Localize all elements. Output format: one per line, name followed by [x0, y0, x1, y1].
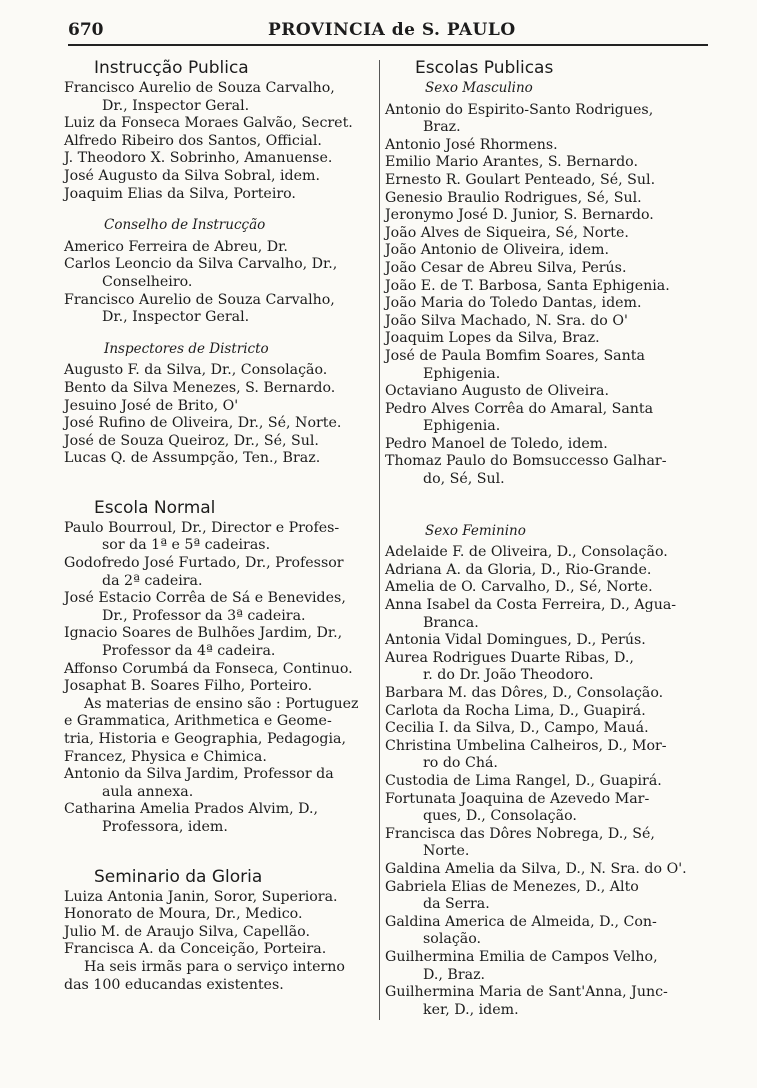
entry-line: da 2ª cadeira. [102, 572, 203, 589]
entry-line: Antonio José Rhormens. [385, 136, 558, 153]
entry-line: João Cesar de Abreu Silva, Perús. [385, 259, 627, 276]
entry-line: Galdina America de Almeida, D., Con- [385, 913, 657, 930]
entry-line: Bento da Silva Menezes, S. Bernardo. [64, 379, 336, 396]
entry-line: Antonio do Espirito-Santo Rodrigues, [385, 101, 654, 118]
seminario-list [64, 889, 376, 995]
subheading-masculino: Sexo Masculino [425, 80, 533, 96]
entry-line: ro do Chá. [423, 755, 498, 772]
entry-line: Thomaz Paulo do Bomsuccesso Galhar- [385, 453, 667, 470]
entry-line: Francisca A. da Conceição, Porteira. [64, 941, 327, 958]
entry-line: Julio M. de Araujo Silva, Capellão. [64, 923, 310, 940]
entry-line: Carlos Leoncio da Silva Carvalho, Dr., [64, 256, 338, 273]
entry-line: Pedro Manoel de Toledo, idem. [385, 435, 608, 452]
entry-line: Adelaide F. de Oliveira, D., Consolação. [385, 544, 668, 561]
escola-normal-list [64, 520, 376, 837]
entry-line: Ephigenia. [423, 418, 501, 435]
column-divider [379, 60, 380, 1020]
entry-line: Francisca das Dôres Nobrega, D., Sé, [385, 825, 655, 842]
entry-line: Luiz da Fonseca Moraes Galvão, Secret. [64, 115, 353, 132]
entry-line: Barbara M. das Dôres, D., Consolação. [385, 685, 664, 701]
entry-line: José Rufino de Oliveira, Dr., Sé, Norte. [64, 415, 342, 432]
entry-line: Godofredo José Furtado, Dr., Professor [64, 555, 344, 572]
subheading-inspectores: Inspectores de Districto [104, 340, 269, 357]
entry-line: Dr., Professor da 3ª cadeira. [102, 607, 306, 624]
entry-line: Francisco Aurelio de Souza Carvalho, [64, 80, 335, 96]
entry-line: As materias de ensino são : Portuguez [84, 695, 359, 712]
section-title-escola-normal: Escola Normal [94, 497, 216, 518]
entry-line: Carlota da Rocha Lima, D., Guapirá. [385, 702, 646, 719]
entry-line: Lucas Q. de Assumpção, Ten., Braz. [64, 450, 321, 467]
entry-line: Branca. [423, 614, 479, 631]
inspectores-list [64, 362, 376, 468]
entry-line: das 100 educandas existentes. [64, 976, 284, 993]
page-header [68, 18, 708, 46]
entry-line: Jesuino José de Brito, O' [64, 397, 239, 414]
entry-line: Braz. [423, 119, 461, 136]
entry-line: r. do Dr. João Theodoro. [423, 667, 594, 684]
subheading-feminino: Sexo Feminino [425, 522, 526, 539]
entry-line: J. Theodoro X. Sobrinho, Amanuense. [64, 150, 333, 167]
conselho-list [64, 239, 376, 327]
entry-line: Christina Umbelina Calheiros, D., Mor- [385, 737, 667, 754]
entry-line: Guilhermina Maria de Sant'Anna, Junc- [385, 984, 668, 1001]
instruccao-list [64, 80, 376, 203]
entry-line: Cecilia I. da Silva, D., Campo, Mauá. [385, 720, 649, 737]
entry-line: tria, Historia e Geographia, Pedagogia, [64, 731, 347, 747]
entry-line: Octaviano Augusto de Oliveira. [385, 383, 609, 400]
entry-line: Galdina Amelia da Silva, D., N. Sra. do O'. [385, 860, 687, 877]
entry-line: José Augusto da Silva Sobral, idem. [64, 167, 320, 184]
entry-line: D., Braz. [423, 966, 486, 983]
entry-line: Pedro Alves Corrêa do Amaral, Santa [385, 400, 654, 417]
entry-line: Ignacio Soares de Bulhões Jardim, Dr., [64, 625, 343, 642]
section-title-instruccao: Instrucção Publica [94, 58, 249, 78]
entry-line: Anna Isabel da Costa Ferreira, D., Agua- [385, 597, 677, 614]
entry-line: Honorato de Moura, Dr., Medico. [64, 906, 303, 923]
entry-line: e Grammatica, Arithmetica e Geome- [64, 713, 332, 730]
entry-line: sor da 1ª e 5ª cadeiras. [102, 537, 271, 554]
entry-line: aula annexa. [102, 783, 194, 800]
entry-line: João Alves de Siqueira, Sé, Norte. [385, 224, 629, 241]
entry-line: João Antonio de Oliveira, idem. [385, 242, 609, 259]
entry-line: João E. de T. Barbosa, Santa Ephigenia. [385, 277, 670, 294]
section-title-seminario: Seminario da Gloria [94, 866, 263, 887]
entry-line: José de Souza Queiroz, Dr., Sé, Sul. [64, 432, 319, 449]
subheading-conselho: Conselho de Instrucção [104, 217, 266, 234]
entry-line: ker, D., idem. [423, 1001, 519, 1018]
right-column [385, 58, 705, 1019]
entry-line: José de Paula Bomfim Soares, Santa [385, 347, 645, 364]
entry-line: Ha seis irmãs para o serviço interno [84, 958, 345, 975]
entry-line: Guilhermina Emilia de Campos Velho, [385, 948, 658, 965]
entry-line: Americo Ferreira de Abreu, Dr. [64, 238, 288, 255]
entry-line: Professor da 4ª cadeira. [102, 643, 276, 660]
entry-line: Antonia Vidal Domingues, D., Perús. [385, 632, 646, 649]
page-number: 670 [68, 20, 104, 40]
entry-line: da Serra. [423, 896, 490, 913]
left-column [64, 58, 376, 994]
entry-line: Josaphat B. Soares Filho, Porteiro. [64, 678, 313, 695]
entry-line: Dr., Inspector Geral. [102, 309, 250, 326]
entry-line: ques, D., Consolação. [423, 808, 577, 825]
entry-line: Joaquim Lopes da Silva, Braz. [385, 330, 600, 347]
entry-line: Luiza Antonia Janin, Soror, Superiora. [64, 888, 338, 905]
entry-line: Gabriela Elias de Menezes, D., Alto [385, 878, 639, 895]
entry-line: do, Sé, Sul. [423, 471, 505, 488]
entry-line: Antonio da Silva Jardim, Professor da [64, 766, 334, 783]
entry-line: Francez, Physica e Chimica. [64, 748, 267, 765]
entry-line: solação. [423, 931, 482, 948]
entry-line: Joaquim Elias da Silva, Porteiro. [64, 185, 296, 202]
entry-line: Conselheiro. [102, 273, 193, 290]
running-title: PROVINCIA de S. PAULO [268, 20, 516, 40]
entry-line: João Silva Machado, N. Sra. do O' [385, 312, 628, 329]
entry-line: Adriana A. da Gloria, D., Rio-Grande. [385, 561, 652, 578]
entry-line: Custodia de Lima Rangel, D., Guapirá. [385, 772, 662, 789]
entry-line: José Estacio Corrêa de Sá e Benevides, [64, 590, 346, 607]
entry-line: Fortunata Joaquina de Azevedo Mar- [385, 790, 650, 807]
section-title-escolas: Escolas Publicas [415, 58, 554, 78]
entry-line: Ernesto R. Goulart Penteado, Sé, Sul. [385, 171, 656, 188]
entry-line: Genesio Braulio Rodrigues, Sé, Sul. [385, 189, 642, 206]
masculino-list [385, 102, 705, 489]
entry-line: Augusto F. da Silva, Dr., Consolação. [64, 362, 328, 379]
entry-line: João Maria do Toledo Dantas, idem. [385, 295, 642, 312]
entry-line: Catharina Amelia Prados Alvim, D., [64, 801, 319, 818]
entry-line: Emilio Mario Arantes, S. Bernardo. [385, 154, 638, 171]
entry-line: Dr., Inspector Geral. [102, 97, 250, 114]
entry-line: Professora, idem. [102, 818, 228, 835]
entry-line: Aurea Rodrigues Duarte Ribas, D., [385, 649, 634, 666]
entry-line: Paulo Bourroul, Dr., Director e Profes- [64, 519, 340, 536]
entry-line: Affonso Corumbá da Fonseca, Continuo. [64, 660, 353, 677]
feminino-list [385, 544, 705, 1019]
entry-line: Norte. [423, 843, 470, 860]
entry-line: Ephigenia. [423, 365, 501, 382]
entry-line: Amelia de O. Carvalho, D., Sé, Norte. [385, 579, 653, 596]
entry-line: Francisco Aurelio de Souza Carvalho, [64, 291, 335, 308]
entry-line: Alfredo Ribeiro dos Santos, Official. [64, 132, 322, 149]
entry-line: Jeronymo José D. Junior, S. Bernardo. [385, 207, 654, 224]
